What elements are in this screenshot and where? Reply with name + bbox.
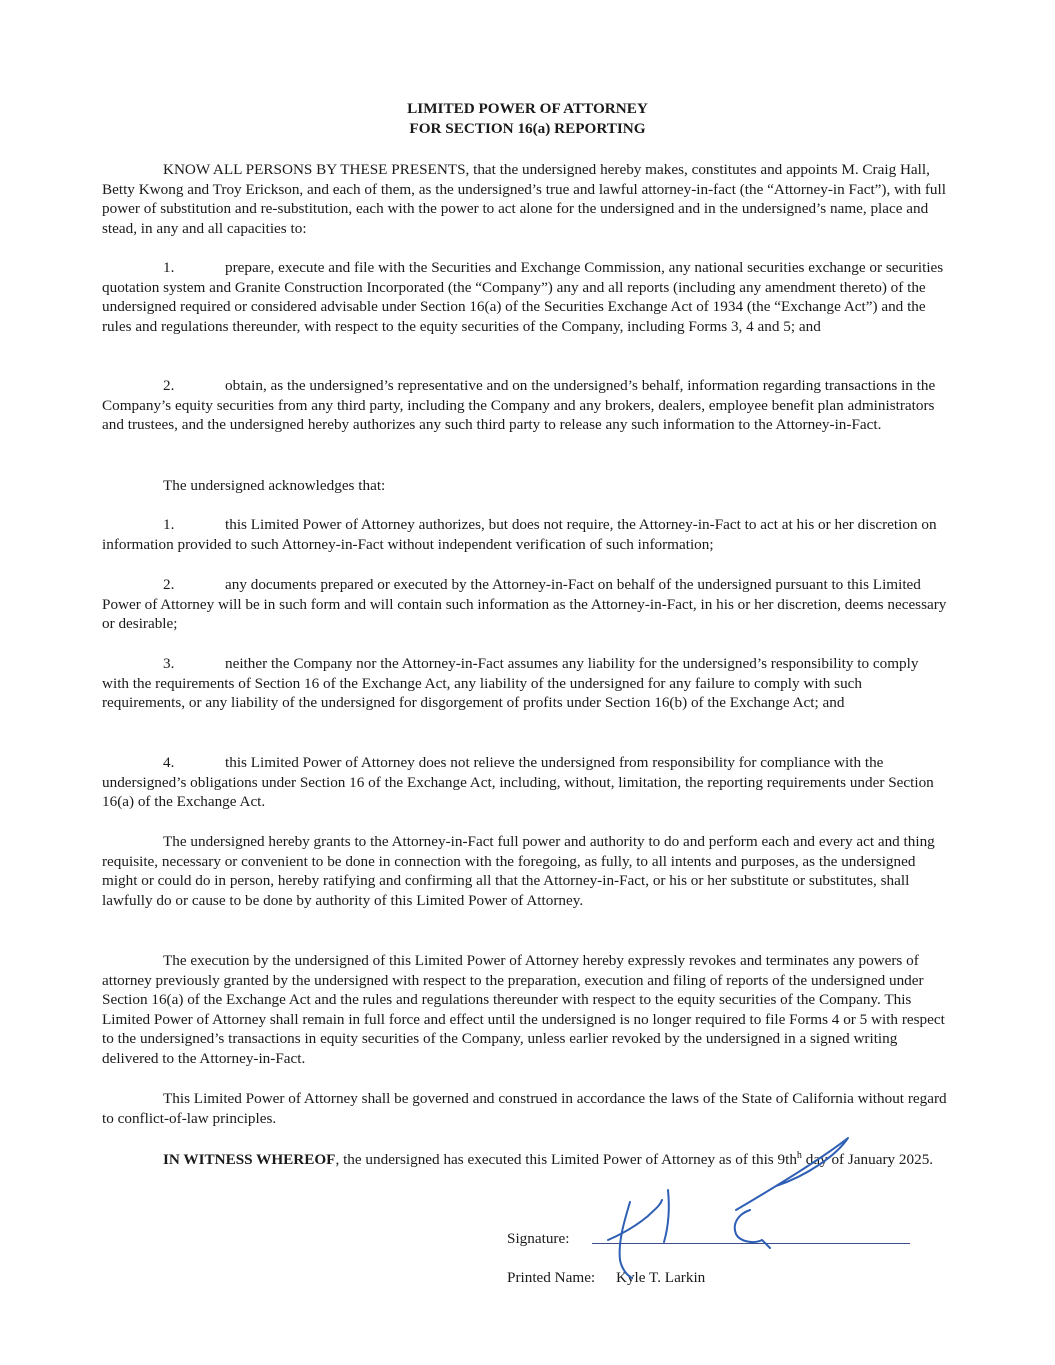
acknowledgement-number: 2. — [163, 576, 175, 593]
grant-text: The undersigned hereby grants to the Attorney-in-Fact full power and authority to do and perform each and every act and thing requisite, necessary or convenient to be done in connection with the foregoing, as fully, to all intents and purposes, as the undersigned might or could do in person, hereby ratifying and confirming all that the Attorney-in-Fact, or his or her substitute or substitutes, shall lawfully do or cause to be done by authority of this Limited Power of Attorney. — [102, 833, 935, 909]
document-title-line2: FOR SECTION 16(a) REPORTING — [409, 120, 646, 137]
acknowledgement-item — [102, 515, 948, 554]
acknowledges-intro-text: The undersigned acknowledges that: — [163, 477, 386, 494]
document-title-line1: LIMITED POWER OF ATTORNEY — [407, 100, 648, 117]
acknowledgement-text: this Limited Power of Attorney does not relieve the undersigned from responsibility for compliance with the undersigned’s obligations under Section 16 of the Exchange Act, including, without, limitation, the reporting requirements under Section 16(a) of the Exchange Act. — [102, 754, 934, 811]
intro-text: KNOW ALL PERSONS BY THESE PRESENTS, that the undersigned hereby makes, constitutes and appoints M. Craig Hall, Betty Kwong and Troy Erickson, and each of them, as the undersigned’s true and lawful attorney-in-fact (the “Attorney-in Fact”), with full power of substitution and re-substitution, each with the power to act alone for the undersigned and in the undersigned’s name, place and stead, in any and all capacities to: — [102, 161, 946, 237]
printed-name-value: Kyle T. Larkin — [616, 1269, 706, 1286]
signature-stroke — [664, 1190, 669, 1242]
intro-paragraph — [102, 160, 948, 238]
power-number: 1. — [163, 259, 175, 276]
grant-paragraph — [102, 832, 948, 910]
governing-law-paragraph — [102, 1089, 948, 1128]
acknowledgement-number: 3. — [163, 655, 175, 672]
power-number: 2. — [163, 377, 175, 394]
acknowledgement-number: 1. — [163, 516, 175, 533]
acknowledges-intro — [102, 476, 948, 496]
revocation-paragraph — [102, 951, 948, 1069]
printed-name-label: Printed Name: — [507, 1269, 596, 1286]
witness-bold-text: IN WITNESS WHEREOF — [163, 1151, 336, 1168]
acknowledgement-text: any documents prepared or executed by the Attorney-in-Fact on behalf of the undersigned pursuant to this Limited Power of Attorney will be in such form and will contain such information as the Attorney-in-Fact, in his or her discretion, deems necessary or desirable; — [102, 576, 947, 633]
handwritten-signature — [600, 1130, 860, 1280]
power-item — [102, 258, 948, 336]
witness-superscript: h — [796, 1149, 802, 1161]
signature-stroke — [608, 1200, 662, 1240]
power-text: prepare, execute and file with the Securities and Exchange Commission, any national securities exchange or securities quotation system and Granite Construction Incorporated (the “Company”) any and all reports (including any amendment thereto) of the undersigned required or considered advisable under Section 16(a) of the Securities Exchange Act of 1934 (the “Exchange Act”) and the rules and regulations thereunder, with respect to the equity securities of the Company, including Forms 3, 4 and 5; and — [102, 259, 944, 335]
signature-label: Signature: — [507, 1230, 570, 1247]
revocation-text: The execution by the undersigned of this Limited Power of Attorney hereby expressly revokes and terminates any powers of attorney previously granted by the undersigned with respect to the preparation, execution and filing of reports of the undersigned under Section 16(a) of the Exchange Act and the rules and regulations thereunder with respect to the equity securities of the Company. This Limited Power of Attorney shall remain in full force and effect until the undersigned is no longer required to file Forms 4 or 5 with respect to the undersigned’s transactions in equity securities of the Company, unless earlier revoked by the undersigned in a signed writing delivered to the Attorney-in-Fact. — [102, 952, 945, 1067]
governing-law-text: This Limited Power of Attorney shall be governed and construed in accordance the laws of the State of California without regard to conflict-of-law principles. — [102, 1090, 947, 1127]
acknowledgement-item — [102, 654, 948, 713]
signature-stroke — [620, 1202, 632, 1278]
power-item — [102, 376, 948, 435]
power-text: obtain, as the undersigned’s representative and on the undersigned’s behalf, information regarding transactions in the Company’s equity securities from any third party, including the Company and any brokers, dealers, employee benefit plan administrators and trustees, and the undersigned hereby authorizes any such third party to release any such information to the Attorney-in-Fact. — [102, 377, 936, 434]
signature-stroke — [736, 1138, 848, 1210]
acknowledgement-item — [102, 753, 948, 812]
witness-text: , the undersigned has executed this Limited Power of Attorney as of this 9th — [335, 1151, 797, 1168]
acknowledgement-number: 4. — [163, 754, 175, 771]
witness-end-text: day of January 2025. — [801, 1151, 934, 1168]
acknowledgement-item — [102, 575, 948, 634]
acknowledgement-text: neither the Company nor the Attorney-in-Fact assumes any liability for the undersigned’s responsibility to comply with the requirements of Section 16 of the Exchange Act, any liability of the undersigned for any failure to comply with such requirements, or any liability of the undersigned for disgorgement of profits under Section 16(b) of the Exchange Act; and — [102, 655, 919, 712]
signature-stroke — [735, 1210, 770, 1248]
acknowledgement-text: this Limited Power of Attorney authorizes, but does not require, the Attorney-in-Fact to act at his or her discretion on information provided to such Attorney-in-Fact without independent verification of such information; — [102, 516, 937, 553]
